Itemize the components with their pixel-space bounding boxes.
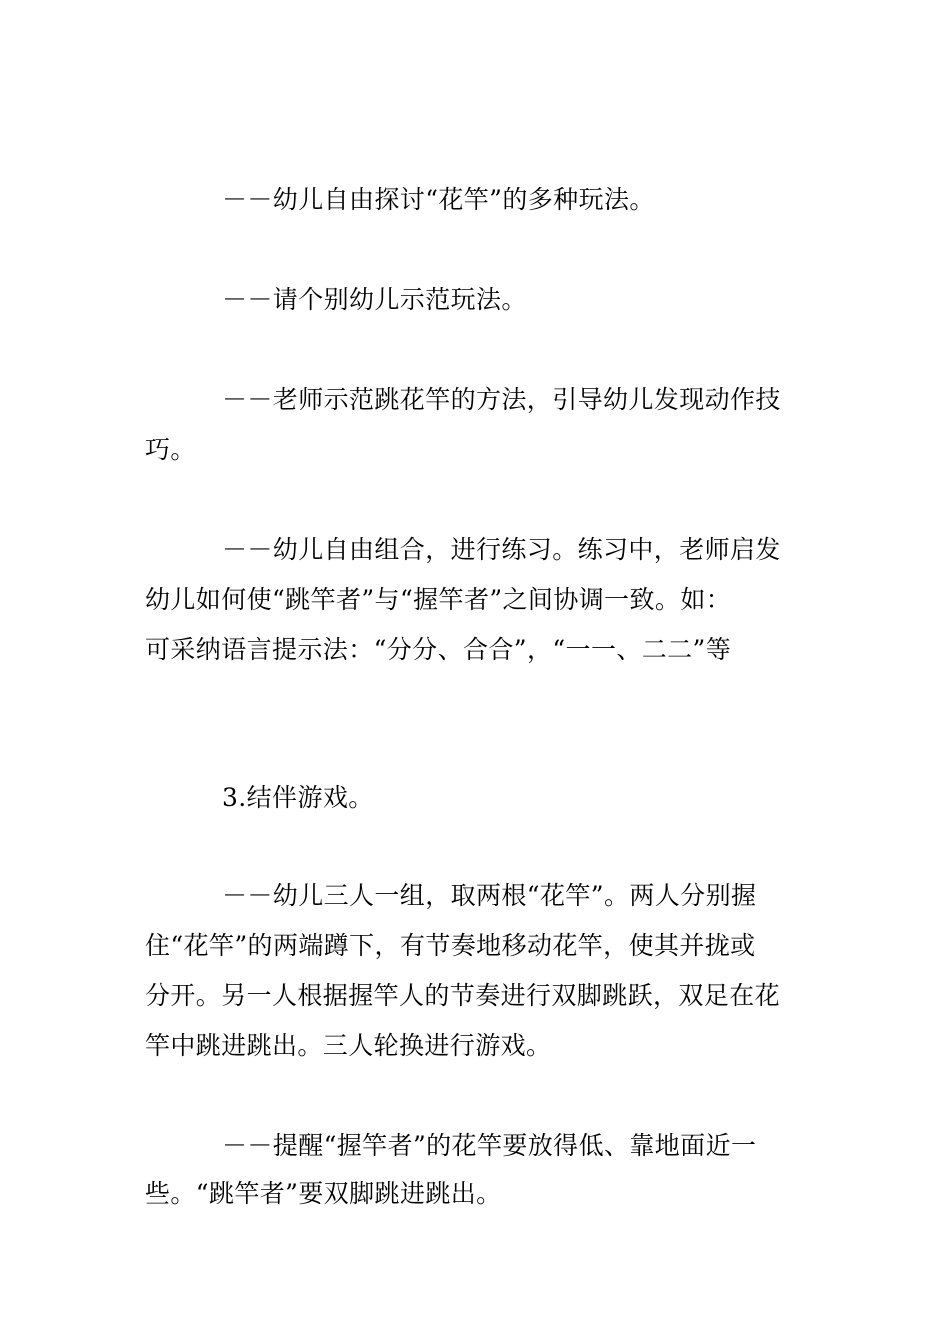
paragraph-line: 巧。 (145, 435, 196, 464)
paragraph-line: 幼儿如何使“跳竿者”与“握竿者”之间协调一致。如： (145, 585, 732, 614)
paragraph-line: －－提醒“握竿者”的花竿要放得低、靠地面近一 (222, 1131, 757, 1160)
paragraph-line: －－幼儿自由探讨“花竿”的多种玩法。 (222, 185, 655, 214)
paragraph-line: 些。“跳竿者”要双脚跳进跳出。 (145, 1179, 502, 1208)
paragraph-line: －－幼儿自由组合，进行练习。练习中，老师启发 (222, 535, 781, 564)
paragraph-line: 竿中跳进跳出。三人轮换进行游戏。 (145, 1031, 552, 1060)
paragraph-line: 住“花竿”的两端蹲下，有节奏地移动花竿，使其并拢或 (145, 931, 756, 960)
paragraph-line: －－请个别幼儿示范玩法。 (222, 285, 527, 314)
paragraph-line: 分开。另一人根据握竿人的节奏进行双脚跳跃，双足在花 (145, 981, 781, 1010)
section-heading: 3.结伴游戏。 (222, 783, 374, 812)
paragraph-line: －－老师示范跳花竿的方法，引导幼儿发现动作技 (222, 385, 781, 414)
paragraph-line: 可采纳语言提示法：“分分、合合”，“一一、二二”等 (145, 635, 732, 664)
paragraph-line: －－幼儿三人一组，取两根“花竿”。两人分别握 (222, 881, 757, 910)
